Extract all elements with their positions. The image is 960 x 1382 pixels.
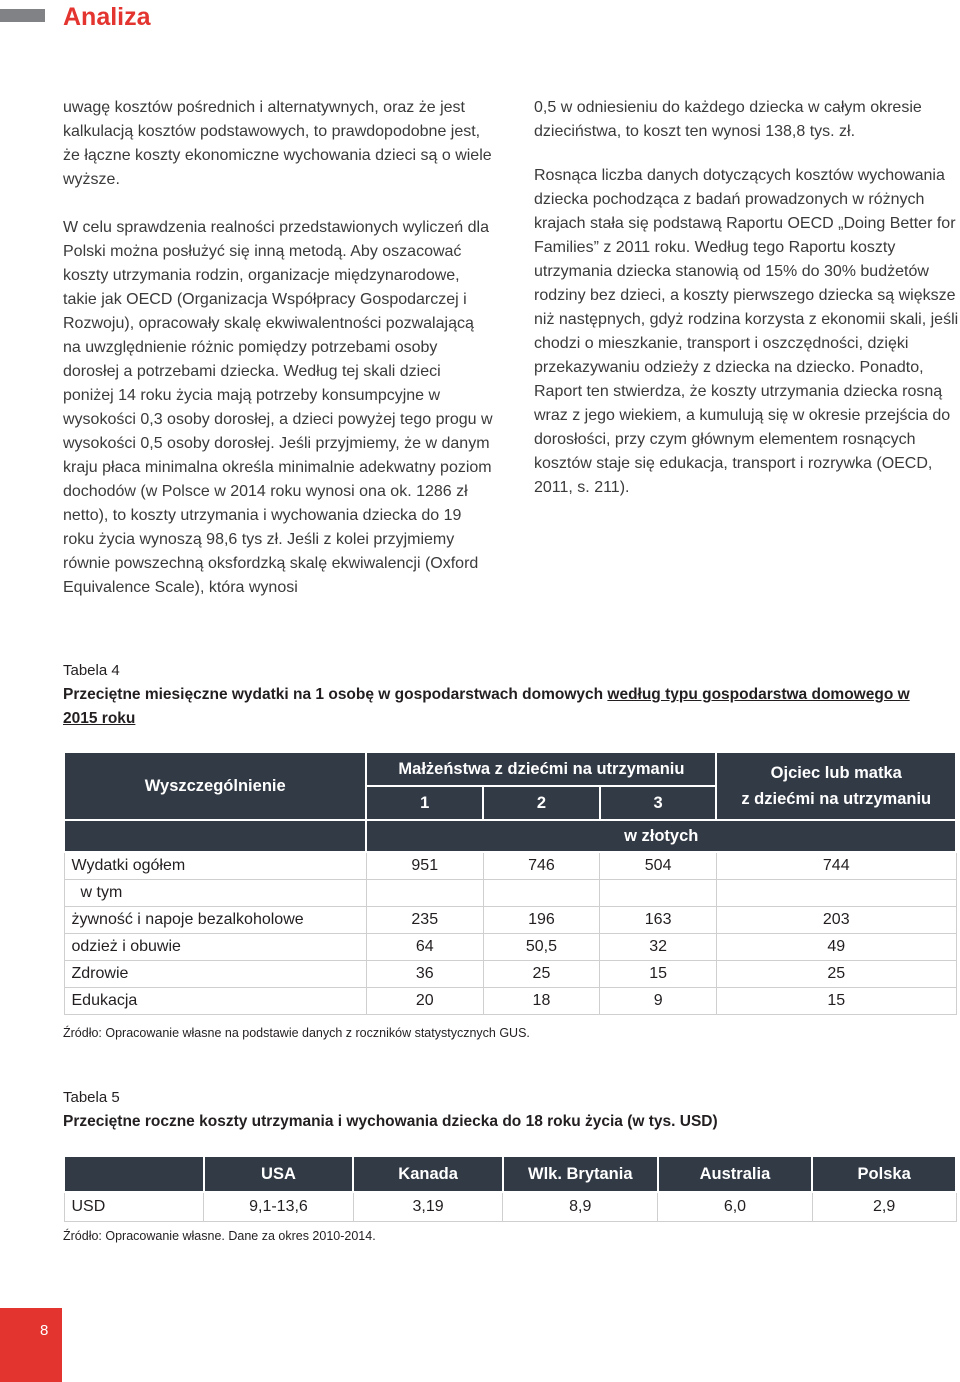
table4-header-col3: 3 <box>600 786 717 820</box>
table4-title-underlined: według typu gospodarstwa domowego w 2015 roku <box>63 686 910 727</box>
table5-source: Źródło: Opracowanie własne. Dane za okres 2010-2014. <box>63 1229 376 1243</box>
table4-title-plain: Przeciętne miesięczne wydatki na 1 osobę w gospodarstwach domowych <box>63 686 608 703</box>
page-number-box <box>0 1308 62 1382</box>
table4-source: Źródło: Opracowanie własne na podstawie danych z roczników statystycznych GUS. <box>63 1026 530 1040</box>
table5-header <box>64 1156 204 1192</box>
left-paragraph-2: W celu sprawdzenia realności przedstawionych wyliczeń dla Polski można posłużyć się inną metodą. Aby oszacować koszty utrzymania rodzin, organizacje międzynarodowe, takie jak OECD (Organizacja Współpracy Gospodarczej i Rozwoju), opracowały skalę ekwiwalentności pozwalającą na uwzględnienie różnic pomiędzy potrzebami osoby dorosłej a potrzebami dziecka. Według tej skali dzieci poniżej 14 roku życia mają potrzeby konsumpcyjne w wysokości 0,3 osoby dorosłej, a dzieci powyżej tego progu w wysokości 0,5 osoby dorosłej. Jeśli przyjmiemy, że w danym kraju płaca minimalna określa minimalnie adekwatny poziom dochodów (w Polsce w 2014 roku wynosi ona ok. 1286 zł netto), to koszty utrzymania i wychowania dziecka do 19 roku życia wynoszą 98,6 tys zł. Jeśli z kolei przyjmiemy równie powszechną oksfordzką skalę ekwiwalencji (Oxford Equivalence Scale), która wynosi <box>63 219 493 596</box>
table4-header-blank <box>64 820 366 852</box>
table-row <box>64 852 956 880</box>
table4-label: Tabela 4 <box>63 662 120 679</box>
table-row <box>64 961 956 988</box>
table5-header: Wlk. Brytania <box>503 1156 658 1192</box>
table4-header-group2-line1: Ojciec lub matka <box>770 764 902 782</box>
table5-header: Kanada <box>353 1156 503 1192</box>
table-row <box>64 880 956 907</box>
table4-cell: 25 <box>716 961 956 988</box>
table4-header-group1: Małżeństwa z dziećmi na utrzymaniu <box>366 752 716 786</box>
table4-cell: 18 <box>483 988 600 1015</box>
table-row <box>64 907 956 934</box>
table4-cell: 744 <box>716 852 956 880</box>
table4-cell <box>483 880 600 907</box>
table5-cell: 6,0 <box>658 1192 813 1222</box>
table4-cell: 32 <box>600 934 717 961</box>
table4-header-col2: 2 <box>483 786 600 820</box>
table5-header: Australia <box>658 1156 813 1192</box>
header-decoration-bar <box>0 9 45 22</box>
page-number: 8 <box>40 1322 49 1339</box>
table4-cell <box>366 880 483 907</box>
table4-cell: 25 <box>483 961 600 988</box>
table4 <box>63 751 957 1015</box>
table4-header-spec: Wyszczególnienie <box>64 752 366 820</box>
table5-cell: 8,9 <box>503 1192 658 1222</box>
left-paragraph-1: uwagę kosztów pośrednich i alternatywnych, oraz że jest kalkulacją kosztów podstawowych, to prawdopodobne jest, że łączne koszty ekonomiczne wychowania dzieci są o wiele wyższe. <box>63 99 492 188</box>
table4-cell: 163 <box>600 907 717 934</box>
table4-cell: 235 <box>366 907 483 934</box>
right-paragraph-1: 0,5 w odniesieniu do każdego dziecka w całym okresie dzieciństwa, to koszt ten wynosi 138,8 tys. zł. <box>534 99 922 140</box>
table-row <box>64 934 956 961</box>
right-paragraph-2: Rosnąca liczba danych dotyczących kosztów wychowania dziecka pochodząca z badań prowadzonych w różnych krajach stała się podstawą Raportu OECD „Doing Better for Families” z 2011 roku. Według tego Raportu koszty utrzymania dziecka stanowią od 15% do 30% budżetów rodziny bez dzieci, a koszty pierwszego dziecka są większe niż następnych, gdyż rodzina korzysta z ekonomii skali, jeśli chodzi o mieszkanie, transport i oszczędności, dzięki przekazywaniu odzieży z dziecka na dziecko. Ponadto, Raport ten stwierdza, że koszty utrzymania dziecka rosną wraz z jego wiekiem, a kumulują się w okresie przejścia do dorosłości, przy czym głównym elementem rosnących kosztów staje się edukacja, transport i rozrywka (OECD, 2011, s. 211). <box>534 167 959 496</box>
table4-cell: 504 <box>600 852 717 880</box>
table4-caption <box>63 659 923 731</box>
table5-header: USA <box>204 1156 354 1192</box>
table4-row-label: Edukacja <box>64 988 366 1015</box>
table4-cell: 196 <box>483 907 600 934</box>
right-column <box>534 96 959 500</box>
table4-header-group2 <box>716 752 956 820</box>
table4-cell: 203 <box>716 907 956 934</box>
table5-cell: 2,9 <box>812 1192 956 1222</box>
section-title: Analiza <box>63 3 151 31</box>
table4-header-group2-line2: z dziećmi na utrzymaniu <box>741 790 932 808</box>
table5-cell: 3,19 <box>353 1192 503 1222</box>
table5-cell: 9,1-13,6 <box>204 1192 354 1222</box>
table4-row-label: Wydatki ogółem <box>64 852 366 880</box>
table4-cell <box>600 880 717 907</box>
table4-row-label: żywność i napoje bezalkoholowe <box>64 907 366 934</box>
table4-cell: 951 <box>366 852 483 880</box>
table4-cell: 746 <box>483 852 600 880</box>
table4-cell: 15 <box>600 961 717 988</box>
table4-header-unit: w złotych <box>366 820 956 852</box>
table5-label: Tabela 5 <box>63 1089 120 1106</box>
table4-cell: 9 <box>600 988 717 1015</box>
table4-cell: 64 <box>366 934 483 961</box>
table4-row-label: odzież i obuwie <box>64 934 366 961</box>
table4-cell <box>716 880 956 907</box>
table-row <box>64 988 956 1015</box>
table4-cell: 50,5 <box>483 934 600 961</box>
table5-row-label: USD <box>64 1192 204 1222</box>
table5-title: Przeciętne roczne koszty utrzymania i wychowania dziecka do 18 roku życia (w tys. USD) <box>63 1113 718 1130</box>
table5 <box>63 1155 957 1222</box>
table5-caption <box>63 1086 923 1134</box>
table4-header-col1: 1 <box>366 786 483 820</box>
table4-cell: 36 <box>366 961 483 988</box>
table-row <box>64 1192 956 1222</box>
table4-cell: 20 <box>366 988 483 1015</box>
table4-cell: 49 <box>716 934 956 961</box>
table4-cell: 15 <box>716 988 956 1015</box>
table4-row-label: Zdrowie <box>64 961 366 988</box>
table4-title <box>63 683 923 731</box>
table4-row-label: w tym <box>64 880 366 907</box>
table5-header: Polska <box>812 1156 956 1192</box>
left-column <box>63 96 495 600</box>
